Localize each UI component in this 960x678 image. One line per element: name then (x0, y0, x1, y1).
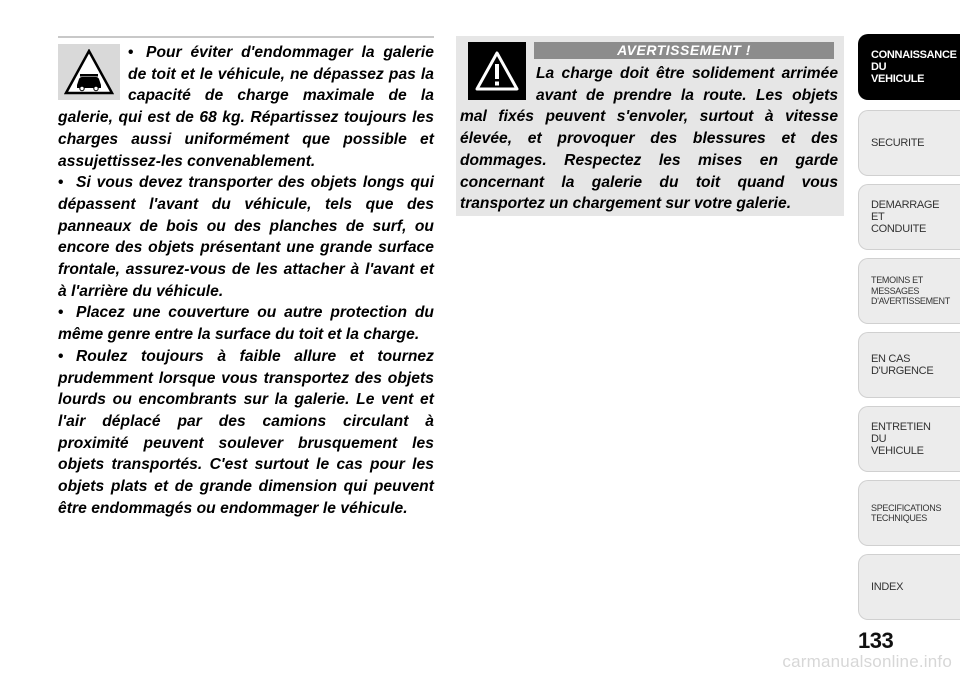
bullet-2: • (58, 174, 64, 192)
warning-text: La charge doit être solidement arrimée avant de prendre la route. Les objets mal fixés peuvent s'envoler, surtout à vitesse élevée, et provoquer des blessures et des dommages. Respectez les mises en garde concernant la galerie du toit quand vous transportez un chargement sur votre galerie. (460, 65, 838, 213)
tab-demarrage-et-conduite[interactable]: DEMARRAGE ET CONDUITE (858, 184, 960, 250)
bullet-4: • (58, 347, 64, 365)
left-column (58, 36, 434, 519)
car-warning-icon (58, 44, 120, 100)
tab-temoins-et-messages[interactable]: TEMOINS ET MESSAGES D'AVERTISSEMENT (858, 258, 960, 324)
warning-title: AVERTISSEMENT ! (534, 42, 834, 59)
left-body-text (58, 42, 434, 519)
paragraph-2: • Si vous devez transporter des objets longs qui dépassent l'avant du véhicule, tels que des panneaux de bois ou des planches de surf, ou encore des objets présentant une grande surface frontale, assurez-vous de les attacher à l'avant et à l'arrière du véhicule. (58, 174, 434, 300)
tab-specifications-techniques[interactable]: SPECIFICATIONS TECHNIQUES (858, 480, 960, 546)
warning-text-indent (460, 63, 536, 103)
paragraph-1: • Pour éviter d'endommager la galerie de toit et le véhicule, ne dépassez pas la capacité de charge maximale de la galerie, qui est de 68 kg. Répartissez toujours les charges aussi uniformément que possible et assujettissez-les convenablement. (58, 44, 434, 170)
tab-en-cas-d-urgence[interactable]: EN CAS D'URGENCE (858, 332, 960, 398)
tab-connaissance-du-vehicule[interactable]: CONNAISSANCE DU VEHICULE (858, 34, 960, 100)
tab-entretien-du-vehicule[interactable]: ENTRETIEN DU VEHICULE (858, 406, 960, 472)
tab-index[interactable]: INDEX (858, 554, 960, 620)
paragraph-4: • Roulez toujours à faible allure et tournez prudemment lorsque vous transportez des objets lourds ou encombrants sur la galerie. Le vent et l'air déplacé par des camions circulant à proximité peuvent soulever brusquement les objets transportés. C'est surtout le cas pour les objets plats et de grande dimension qui peuvent être endommagés ou endommager le véhicule. (58, 347, 434, 517)
warning-text-block (456, 63, 838, 215)
page-number: 133 (858, 628, 894, 653)
warning-box (456, 36, 844, 216)
tab-securite[interactable]: SECURITE (858, 110, 960, 176)
paragraph-3: • Placez une couverture ou autre protection du même genre entre la surface du toit et la charge. (58, 304, 434, 344)
bullet-3: • (58, 304, 64, 322)
bullet-1: • (128, 44, 134, 61)
top-rule (58, 36, 434, 38)
watermark: carmanualsonline.info (782, 652, 952, 671)
